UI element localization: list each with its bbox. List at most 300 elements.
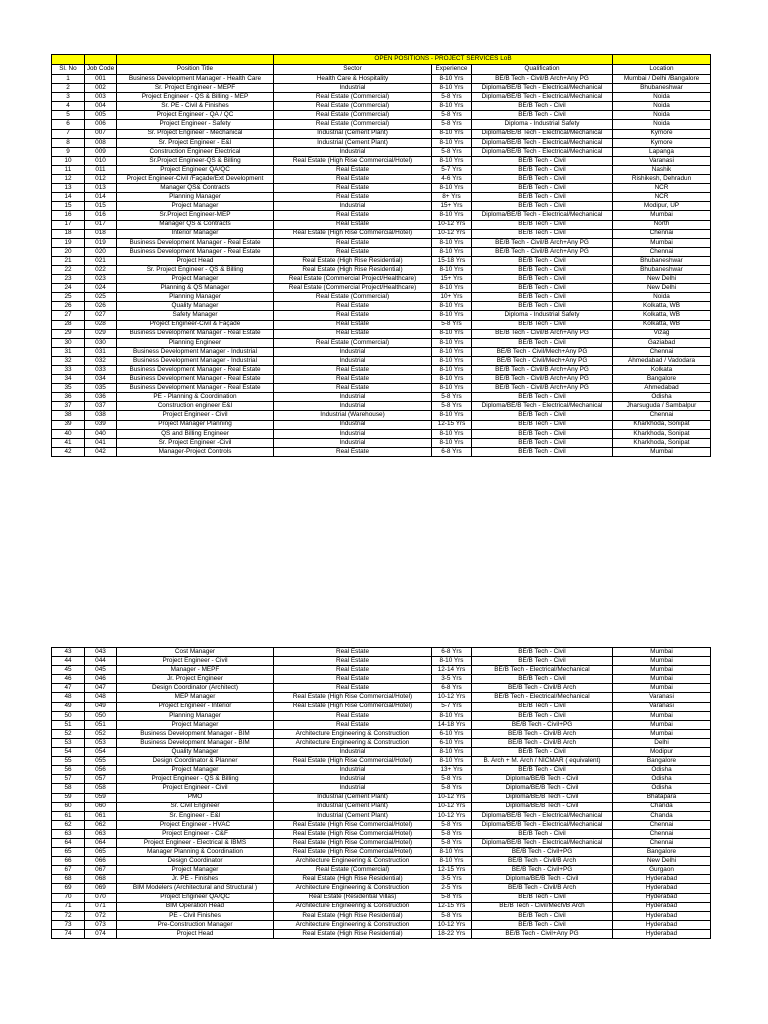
- cell-sector: Real Estate (High Rise Commercial/Hotel): [274, 702, 432, 711]
- cell-sector: Industrial: [274, 84, 432, 93]
- cell-location: Kymore: [613, 129, 711, 138]
- cell-position-title: Project Engineer - QA / QC: [117, 111, 274, 120]
- cell-sector: Real Estate: [274, 220, 432, 229]
- cell-sector: Real Estate: [274, 320, 432, 329]
- cell-sector: Real Estate: [274, 648, 432, 657]
- table-row: [52, 202, 711, 211]
- table-row: [52, 720, 711, 729]
- table-row: [52, 247, 711, 256]
- cell-job-code: 057: [85, 775, 117, 784]
- cell-job-code: 009: [85, 147, 117, 156]
- cell-qualification: BE/B Tech - Civil: [472, 911, 613, 920]
- cell-sector: Real Estate: [274, 193, 432, 202]
- cell-experience: 8-10 Yrs: [432, 75, 472, 84]
- cell-location: Chennai: [613, 347, 711, 356]
- cell-position-title: Pre-Construction Manager: [117, 920, 274, 929]
- cell-sector: Real Estate (High Rise Commercial/Hotel): [274, 693, 432, 702]
- table-row: [52, 129, 711, 138]
- cell-position-title: Business Development Manager - Real Estate: [117, 247, 274, 256]
- cell-sector: Real Estate (High Rise Commercial/Hotel): [274, 829, 432, 838]
- cell-position-title: Project Engineer QA/QC: [117, 893, 274, 902]
- cell-experience: 6-8 Yrs: [432, 447, 472, 456]
- cell-sector: Real Estate (Commercial): [274, 120, 432, 129]
- column-header-row: [52, 65, 711, 75]
- cell-qualification: BE/B Tech - Civil/B Arch: [472, 738, 613, 747]
- cell-job-code: 041: [85, 438, 117, 447]
- table-row: [52, 293, 711, 302]
- cell-location: Delhi: [613, 738, 711, 747]
- cell-sector: Real Estate (Residential Villas): [274, 893, 432, 902]
- cell-qualification: BE/B Tech - Civil: [472, 202, 613, 211]
- cell-sector: Real Estate (High Rise Residential): [274, 256, 432, 265]
- table-row: [52, 820, 711, 829]
- cell-location: Bhubaneshwar: [613, 256, 711, 265]
- cell-sector: Industrial: [274, 147, 432, 156]
- cell-job-code: 006: [85, 120, 117, 129]
- cell-position-title: Sr.Project Engineer-QS & Billing: [117, 156, 274, 165]
- cell-qualification: BE/B Tech - Civil: [472, 829, 613, 838]
- cell-position-title: Business Development Manager - Real Estate: [117, 384, 274, 393]
- cell-sector: Real Estate: [274, 302, 432, 311]
- cell-location: Chennai: [613, 820, 711, 829]
- cell-qualification: BE/B Tech - Civil: [472, 193, 613, 202]
- col-header-job-code: Job Code: [85, 65, 117, 75]
- cell-position-title: Interior Manager: [117, 229, 274, 238]
- cell-job-code: 011: [85, 165, 117, 174]
- cell-location: Odisha: [613, 784, 711, 793]
- cell-location: Mumbai: [613, 211, 711, 220]
- cell-job-code: 003: [85, 93, 117, 102]
- cell-sector: Architecture Engineering & Construction: [274, 738, 432, 747]
- cell-experience: 10-12 Yrs: [432, 220, 472, 229]
- cell-sector: Architecture Engineering & Construction: [274, 857, 432, 866]
- table-row: [52, 784, 711, 793]
- cell-experience: 10-12 Yrs: [432, 802, 472, 811]
- cell-location: Noida: [613, 102, 711, 111]
- cell-position-title: Planning & QS Manager: [117, 284, 274, 293]
- cell-qualification: Diploma/BE/B Tech - Electrical/Mechanical: [472, 811, 613, 820]
- cell-experience: 8-10 Yrs: [432, 857, 472, 866]
- cell-experience: 8-10 Yrs: [432, 338, 472, 347]
- cell-position-title: Project Engineer QA/QC: [117, 165, 274, 174]
- cell-job-code: 042: [85, 447, 117, 456]
- table-row: [52, 347, 711, 356]
- cell-sl-no: 45: [52, 666, 85, 675]
- table-row: [52, 256, 711, 265]
- cell-position-title: Business Development Manager - Real Estate: [117, 238, 274, 247]
- cell-experience: 12-15 Yrs: [432, 902, 472, 911]
- cell-sl-no: 48: [52, 693, 85, 702]
- cell-position-title: Manager QS & Contracts: [117, 220, 274, 229]
- table-row: [52, 393, 711, 402]
- cell-sector: Industrial (Cement Plant): [274, 138, 432, 147]
- cell-experience: 8-10 Yrs: [432, 711, 472, 720]
- cell-position-title: Manager Planning & Coordination: [117, 848, 274, 857]
- cell-sector: Real Estate (Commercial Project/Healthcare): [274, 275, 432, 284]
- cell-position-title: Business Development Manager - Industrial: [117, 347, 274, 356]
- cell-sl-no: 3: [52, 93, 85, 102]
- table-row: [52, 711, 711, 720]
- cell-sl-no: 35: [52, 384, 85, 393]
- cell-sector: Real Estate (High Rise Residential): [274, 875, 432, 884]
- cell-sector: Real Estate: [274, 666, 432, 675]
- table-row: [52, 884, 711, 893]
- cell-qualification: BE/B Tech - Civil+PG: [472, 866, 613, 875]
- cell-location: Chennai: [613, 829, 711, 838]
- cell-job-code: 036: [85, 393, 117, 402]
- cell-sl-no: 6: [52, 120, 85, 129]
- cell-sector: Industrial: [274, 393, 432, 402]
- cell-sl-no: 74: [52, 929, 85, 938]
- table-row: [52, 175, 711, 184]
- cell-sl-no: 32: [52, 356, 85, 365]
- cell-job-code: 016: [85, 211, 117, 220]
- cell-job-code: 034: [85, 375, 117, 384]
- cell-qualification: BE/B Tech - Electrical/Mechanical: [472, 666, 613, 675]
- cell-sl-no: 9: [52, 147, 85, 156]
- cell-job-code: 068: [85, 875, 117, 884]
- cell-qualification: Diploma/BE/B Tech - Civil: [472, 802, 613, 811]
- cell-experience: 5-8 Yrs: [432, 911, 472, 920]
- cell-job-code: 019: [85, 238, 117, 247]
- cell-location: Hyderabad: [613, 875, 711, 884]
- cell-sector: Real Estate (High Rise Commercial/Hotel): [274, 156, 432, 165]
- cell-position-title: Project Engineer - Civil: [117, 411, 274, 420]
- cell-qualification: BE/B Tech - Electrical/Mechanical: [472, 693, 613, 702]
- cell-position-title: Sr. Civil Engineer: [117, 802, 274, 811]
- cell-location: NCR: [613, 193, 711, 202]
- cell-sector: Real Estate (High Rise Residential): [274, 929, 432, 938]
- cell-position-title: Sr. Project Engineer - Mechanical: [117, 129, 274, 138]
- cell-experience: 8-10 Yrs: [432, 411, 472, 420]
- cell-experience: 15-18 Yrs: [432, 256, 472, 265]
- cell-qualification: BE/B Tech - Civil: [472, 256, 613, 265]
- cell-sl-no: 64: [52, 838, 85, 847]
- cell-sector: Real Estate: [274, 720, 432, 729]
- cell-location: Kolkatta, WB: [613, 311, 711, 320]
- cell-location: Mumbai: [613, 720, 711, 729]
- cell-sector: Industrial: [274, 202, 432, 211]
- cell-sl-no: 28: [52, 320, 85, 329]
- cell-job-code: 020: [85, 247, 117, 256]
- cell-job-code: 073: [85, 920, 117, 929]
- cell-location: Bangalore: [613, 757, 711, 766]
- cell-sl-no: 21: [52, 256, 85, 265]
- cell-sector: Real Estate (High Rise Commercial/Hotel): [274, 229, 432, 238]
- cell-location: Mumbai: [613, 447, 711, 456]
- cell-location: Bhatapara: [613, 793, 711, 802]
- cell-position-title: PMO: [117, 793, 274, 802]
- cell-job-code: 015: [85, 202, 117, 211]
- cell-position-title: Business Development Manager - Real Estate: [117, 366, 274, 375]
- table-row: [52, 447, 711, 456]
- cell-sector: Industrial (Cement Plant): [274, 793, 432, 802]
- cell-location: New Delhi: [613, 275, 711, 284]
- cell-position-title: Project Manager: [117, 275, 274, 284]
- cell-sector: Real Estate: [274, 175, 432, 184]
- cell-position-title: Project Engineer - HVAC: [117, 820, 274, 829]
- cell-experience: 5-8 Yrs: [432, 111, 472, 120]
- open-positions-table-part-2: [51, 647, 711, 939]
- cell-experience: 15+ Yrs: [432, 202, 472, 211]
- cell-sl-no: 31: [52, 347, 85, 356]
- cell-qualification: Diploma/BE/B Tech - Electrical/Mechanical: [472, 138, 613, 147]
- cell-job-code: 071: [85, 902, 117, 911]
- table-row: [52, 238, 711, 247]
- cell-experience: 6-8 Yrs: [432, 684, 472, 693]
- cell-sl-no: 10: [52, 156, 85, 165]
- table-row: [52, 866, 711, 875]
- cell-experience: 3-5 Yrs: [432, 675, 472, 684]
- cell-position-title: Design Coordinator & Planner: [117, 757, 274, 766]
- cell-job-code: 043: [85, 648, 117, 657]
- cell-position-title: Project Engineer - Interior: [117, 702, 274, 711]
- cell-job-code: 018: [85, 229, 117, 238]
- cell-sector: Real Estate (High Rise Residential): [274, 911, 432, 920]
- cell-job-code: 074: [85, 929, 117, 938]
- cell-position-title: Business Development Manager - Industrial: [117, 356, 274, 365]
- cell-sl-no: 61: [52, 811, 85, 820]
- cell-sector: Real Estate (Commercial): [274, 111, 432, 120]
- cell-location: Varanasi: [613, 702, 711, 711]
- cell-job-code: 066: [85, 857, 117, 866]
- cell-experience: 15+ Yrs: [432, 275, 472, 284]
- cell-position-title: Project Manager: [117, 866, 274, 875]
- cell-experience: 5-7 Yrs: [432, 702, 472, 711]
- cell-qualification: Diploma/BE/B Tech - Electrical/Mechanical: [472, 147, 613, 156]
- cell-qualification: BE/B Tech - Civil: [472, 429, 613, 438]
- cell-experience: 10-12 Yrs: [432, 811, 472, 820]
- cell-qualification: BE/B Tech - Civil: [472, 102, 613, 111]
- col-header-location: Location: [613, 65, 711, 75]
- cell-job-code: 060: [85, 802, 117, 811]
- cell-location: Varanasi: [613, 156, 711, 165]
- table-row: [52, 284, 711, 293]
- cell-sector: Real Estate: [274, 238, 432, 247]
- cell-qualification: BE/B Tech - Civil: [472, 438, 613, 447]
- cell-experience: 12-14 Yrs: [432, 666, 472, 675]
- cell-sector: Real Estate: [274, 165, 432, 174]
- cell-position-title: Jr. PE - Finishes: [117, 875, 274, 884]
- cell-location: Ahmedabad: [613, 384, 711, 393]
- cell-sector: Real Estate: [274, 311, 432, 320]
- cell-position-title: PE - Civil Finishes: [117, 911, 274, 920]
- cell-sector: Health Care & Hospitality: [274, 75, 432, 84]
- cell-location: Nashik: [613, 165, 711, 174]
- cell-position-title: Project Engineer - QS & Billing: [117, 775, 274, 784]
- cell-position-title: Quality Manager: [117, 748, 274, 757]
- table-row: [52, 220, 711, 229]
- cell-job-code: 070: [85, 893, 117, 902]
- cell-position-title: Planning Engineer: [117, 338, 274, 347]
- cell-qualification: BE/B Tech - Civil/B Arch: [472, 684, 613, 693]
- cell-sector: Real Estate: [274, 675, 432, 684]
- table-row: [52, 766, 711, 775]
- cell-qualification: BE/B Tech - Civil+Any PG: [472, 929, 613, 938]
- cell-sl-no: 71: [52, 902, 85, 911]
- cell-sl-no: 47: [52, 684, 85, 693]
- cell-position-title: Sr. Project Engineer -Civil: [117, 438, 274, 447]
- cell-experience: 8-10 Yrs: [432, 238, 472, 247]
- cell-sector: Architecture Engineering & Construction: [274, 884, 432, 893]
- cell-experience: 5-8 Yrs: [432, 402, 472, 411]
- table-row: [52, 384, 711, 393]
- cell-experience: 12-15 Yrs: [432, 420, 472, 429]
- cell-experience: 13+ Yrs: [432, 766, 472, 775]
- cell-sl-no: 60: [52, 802, 85, 811]
- cell-experience: 5-8 Yrs: [432, 893, 472, 902]
- cell-qualification: BE/B Tech - Civil: [472, 111, 613, 120]
- table-row: [52, 729, 711, 738]
- cell-job-code: 030: [85, 338, 117, 347]
- cell-job-code: 040: [85, 429, 117, 438]
- cell-sl-no: 73: [52, 920, 85, 929]
- cell-sl-no: 1: [52, 75, 85, 84]
- cell-qualification: Diploma/BE/B Tech - Electrical/Mechanical: [472, 838, 613, 847]
- cell-sl-no: 50: [52, 711, 85, 720]
- cell-position-title: Business Development Manager - BIM: [117, 729, 274, 738]
- cell-job-code: 051: [85, 720, 117, 729]
- table-row: [52, 265, 711, 274]
- cell-qualification: BE/B Tech - Civil: [472, 411, 613, 420]
- cell-qualification: BE/B Tech - Civil/B Arch+Any PG: [472, 247, 613, 256]
- cell-experience: 18-22 Yrs: [432, 929, 472, 938]
- cell-location: Hyderabad: [613, 920, 711, 929]
- cell-job-code: 052: [85, 729, 117, 738]
- cell-sl-no: 37: [52, 402, 85, 411]
- cell-qualification: BE/B Tech - Civil: [472, 447, 613, 456]
- cell-experience: 10-12 Yrs: [432, 920, 472, 929]
- table-row: [52, 738, 711, 747]
- cell-job-code: 026: [85, 302, 117, 311]
- table-row: [52, 811, 711, 820]
- cell-location: Varanasi: [613, 693, 711, 702]
- cell-experience: 2-5 Yrs: [432, 884, 472, 893]
- cell-experience: 8-10 Yrs: [432, 366, 472, 375]
- cell-sl-no: 30: [52, 338, 85, 347]
- cell-qualification: BE/B Tech - Civil: [472, 711, 613, 720]
- cell-experience: 10+ Yrs: [432, 293, 472, 302]
- cell-experience: 8-10 Yrs: [432, 375, 472, 384]
- cell-sector: Industrial: [274, 356, 432, 365]
- cell-experience: 6-10 Yrs: [432, 738, 472, 747]
- cell-sl-no: 67: [52, 866, 85, 875]
- cell-position-title: BIM Operation Head: [117, 902, 274, 911]
- cell-position-title: PE - Planning & Coordination: [117, 393, 274, 402]
- cell-location: Gaziabad: [613, 338, 711, 347]
- cell-experience: 5-8 Yrs: [432, 120, 472, 129]
- cell-qualification: BE/B Tech - Civil: [472, 156, 613, 165]
- cell-location: Noida: [613, 293, 711, 302]
- table-row: [52, 120, 711, 129]
- table-row: [52, 748, 711, 757]
- cell-experience: 5-8 Yrs: [432, 147, 472, 156]
- cell-location: Bangalore: [613, 375, 711, 384]
- cell-qualification: Diploma/BE/B Tech - Electrical/Mechanical: [472, 84, 613, 93]
- cell-job-code: 033: [85, 366, 117, 375]
- cell-sector: Real Estate: [274, 184, 432, 193]
- cell-qualification: BE/B Tech - Civil+PG: [472, 720, 613, 729]
- cell-sector: Real Estate: [274, 366, 432, 375]
- cell-location: Hyderabad: [613, 911, 711, 920]
- cell-experience: 5-8 Yrs: [432, 784, 472, 793]
- cell-job-code: 061: [85, 811, 117, 820]
- cell-sl-no: 14: [52, 193, 85, 202]
- cell-qualification: BE/B Tech - Civil: [472, 175, 613, 184]
- cell-job-code: 027: [85, 311, 117, 320]
- cell-sl-no: 69: [52, 884, 85, 893]
- cell-sl-no: 62: [52, 820, 85, 829]
- cell-sl-no: 16: [52, 211, 85, 220]
- table-row: [52, 147, 711, 156]
- cell-location: Chennai: [613, 229, 711, 238]
- table-row: [52, 329, 711, 338]
- cell-sector: Industrial: [274, 766, 432, 775]
- cell-location: Kolkata: [613, 366, 711, 375]
- cell-position-title: Sr. Project Engineer - MEPF: [117, 84, 274, 93]
- cell-position-title: Construction engineer E&I: [117, 402, 274, 411]
- table-row: [52, 702, 711, 711]
- cell-sl-no: 11: [52, 165, 85, 174]
- cell-qualification: BE/B Tech - Civil/B Arch+Any PG: [472, 238, 613, 247]
- cell-location: Hyderabad: [613, 893, 711, 902]
- cell-position-title: MEP Manager: [117, 693, 274, 702]
- cell-sector: Industrial: [274, 347, 432, 356]
- cell-experience: 8-10 Yrs: [432, 247, 472, 256]
- cell-location: Chennai: [613, 411, 711, 420]
- cell-qualification: BE/B Tech - Civil: [472, 675, 613, 684]
- cell-location: Bhubaneshwar: [613, 84, 711, 93]
- cell-qualification: BE/B Tech - Civil: [472, 393, 613, 402]
- cell-position-title: Design Coordinator: [117, 857, 274, 866]
- table-row: [52, 838, 711, 847]
- cell-sl-no: 29: [52, 329, 85, 338]
- table-row: [52, 893, 711, 902]
- cell-sl-no: 56: [52, 766, 85, 775]
- cell-sl-no: 27: [52, 311, 85, 320]
- cell-experience: 4-6 Yrs: [432, 175, 472, 184]
- cell-job-code: 047: [85, 684, 117, 693]
- cell-sector: Real Estate (Commercial): [274, 293, 432, 302]
- cell-sector: Real Estate (Commercial): [274, 338, 432, 347]
- cell-experience: 10-12 Yrs: [432, 693, 472, 702]
- cell-experience: 6-8 Yrs: [432, 648, 472, 657]
- cell-experience: 8-10 Yrs: [432, 129, 472, 138]
- table-row: [52, 848, 711, 857]
- cell-experience: 8-10 Yrs: [432, 657, 472, 666]
- cell-experience: 8-10 Yrs: [432, 438, 472, 447]
- cell-sl-no: 68: [52, 875, 85, 884]
- cell-position-title: BIM Modelers (Architectural and Structural ): [117, 884, 274, 893]
- cell-position-title: Project Engineer - Civil: [117, 657, 274, 666]
- table-row: [52, 829, 711, 838]
- cell-experience: 8-10 Yrs: [432, 757, 472, 766]
- table-row: [52, 102, 711, 111]
- cell-position-title: Manager - MEPF: [117, 666, 274, 675]
- cell-location: Mumbai: [613, 238, 711, 247]
- cell-sl-no: 39: [52, 420, 85, 429]
- cell-job-code: 035: [85, 384, 117, 393]
- cell-sl-no: 53: [52, 738, 85, 747]
- table-row: [52, 184, 711, 193]
- cell-experience: 10-12 Yrs: [432, 793, 472, 802]
- cell-experience: 8-10 Yrs: [432, 329, 472, 338]
- cell-experience: 8-10 Yrs: [432, 356, 472, 365]
- cell-job-code: 062: [85, 820, 117, 829]
- cell-sl-no: 41: [52, 438, 85, 447]
- col-header-position-title: Position Title: [117, 65, 274, 75]
- table-row: [52, 366, 711, 375]
